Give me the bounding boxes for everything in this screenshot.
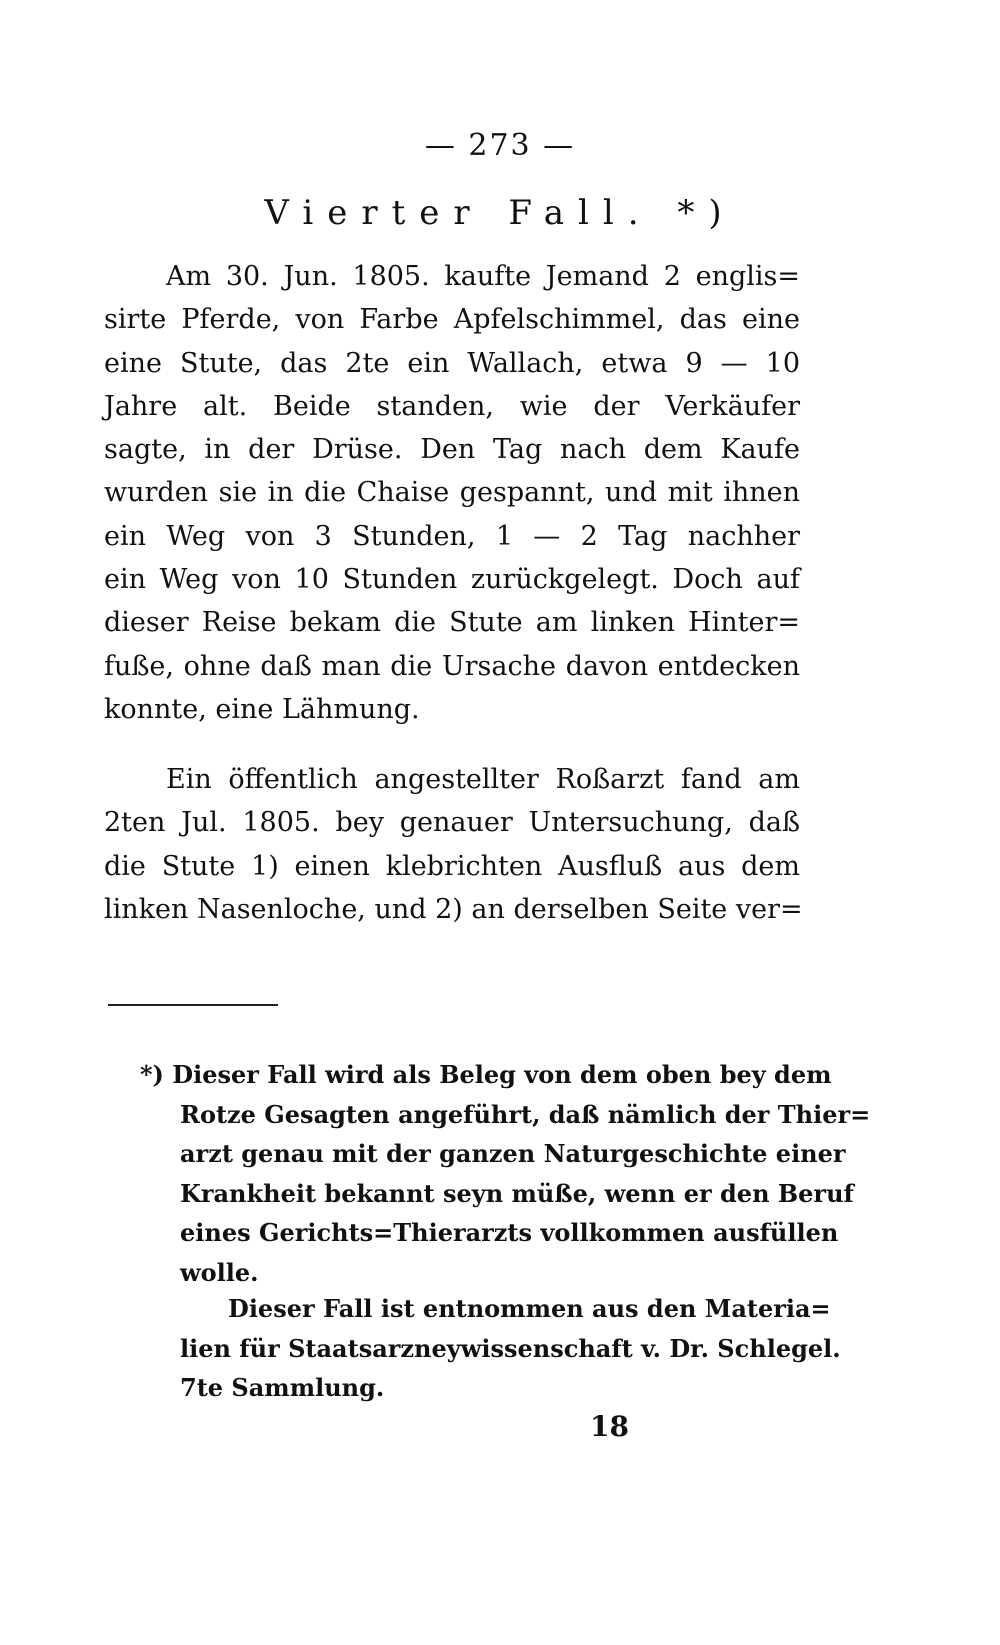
footnote-line: 7te Sammlung.	[180, 1373, 385, 1402]
text-line: sagte, in der Drüse. Den Tag nach dem Kaufe	[104, 434, 800, 466]
footnote-line: lien für Staatsarzneywissenschaft v. Dr. Schlegel.	[180, 1333, 841, 1363]
paragraph-1	[104, 255, 800, 731]
footnote-line: Dieser Fall ist entnommen aus den Materia=	[228, 1294, 831, 1323]
paragraph-2	[104, 758, 803, 931]
footnote-1	[140, 1055, 871, 1292]
text-line: Ein öffentlich angestellter Roßarzt fand am	[166, 764, 800, 795]
section-heading: Vierter Fall. *)	[264, 193, 736, 233]
text-line: ein Weg von 3 Stunden, 1 — 2 Tag nachher	[104, 520, 800, 552]
text-line: linken Nasenloche, und 2) an derselben Seite ver=	[104, 893, 803, 925]
footnote-line: *) Dieser Fall wird als Beleg von dem oben bey dem	[140, 1060, 832, 1089]
footnote-line: eines Gerichts=Thierarzts vollkommen ausfüllen	[180, 1218, 839, 1247]
text-line: die Stute 1) einen klebrichten Ausfluß aus dem	[104, 850, 800, 882]
signature-mark: 18	[590, 1410, 629, 1443]
footnote-line: Rotze Gesagten angeführt, daß nämlich der Thier=	[180, 1099, 871, 1129]
text-line: Am 30. Jun. 1805. kaufte Jemand 2 englis=	[166, 261, 800, 292]
footnote-2	[140, 1289, 841, 1408]
text-line: wurden sie in die Chaise gespannt, und mit ihnen	[104, 477, 800, 509]
text-line: Jahre alt. Beide standen, wie der Verkäufer	[104, 390, 800, 422]
footnote-line: Krankheit bekannt seyn müße, wenn er den Beruf	[180, 1178, 854, 1208]
page-number: — 273 —	[424, 128, 576, 163]
text-line: dieser Reise bekam die Stute am linken Hinter=	[104, 607, 800, 639]
text-line: 2ten Jul. 1805. bey genauer Untersuchung, daß	[104, 807, 800, 839]
text-line: sirte Pferde, von Farbe Apfelschimmel, das eine	[104, 304, 800, 336]
text-line: fuße, ohne daß man die Ursache davon entdecken	[104, 650, 800, 682]
text-line: konnte, eine Lähmung.	[104, 693, 420, 725]
footnote-divider	[108, 1004, 278, 1006]
text-line: ein Weg von 10 Stunden zurückgelegt. Doch auf	[104, 564, 800, 596]
footnote-line: wolle.	[180, 1257, 259, 1287]
footnote-line: arzt genau mit der ganzen Naturgeschichte einer	[180, 1139, 846, 1168]
text-line: eine Stute, das 2te ein Wallach, etwa 9 — 10	[104, 347, 800, 379]
